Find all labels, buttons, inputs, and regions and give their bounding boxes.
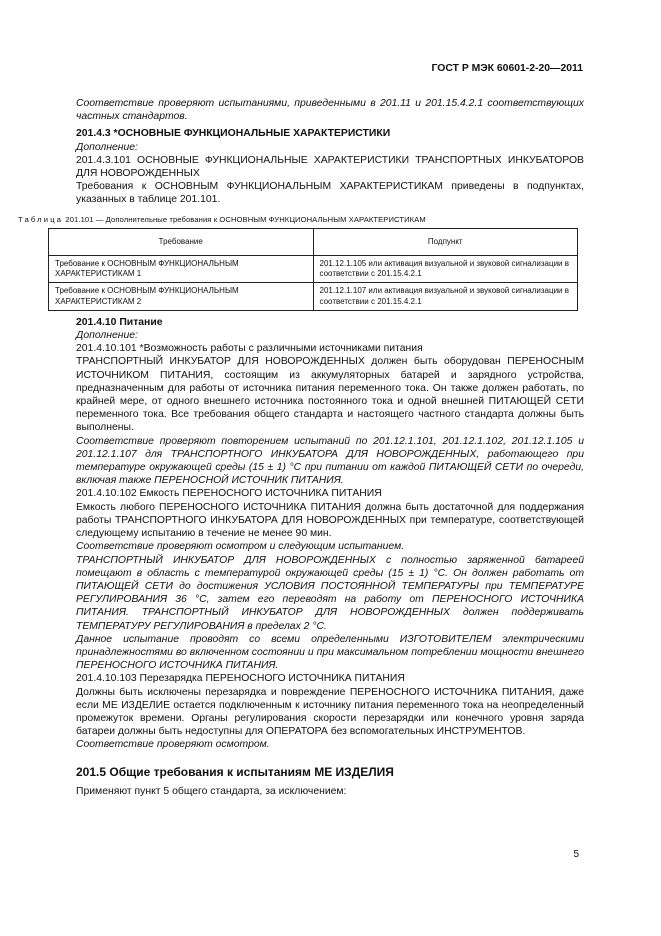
conformance-paragraph: Соответствие проверяют осмотром и следующим испытанием. bbox=[76, 541, 405, 553]
subsection-201-4-10-102: 201.4.10.102 Емкость ПЕРЕНОСНОГО ИСТОЧНИКА ПИТАНИЯ bbox=[76, 488, 382, 500]
subsection-201-4-10-103: 201.4.10.103 Перезарядка ПЕРЕНОСНОГО ИСТОЧНИКА ПИТАНИЯ bbox=[76, 673, 405, 685]
paragraph: Применяют пункт 5 общего стандарта, за исключением: bbox=[76, 785, 347, 797]
table-header-row bbox=[49, 228, 578, 255]
table-caption-text: 201.101 — Дополнительные требования к ОСНОВНЫМ ФУНКЦИОНАЛЬНЫМ ХАРАКТЕРИСТИКАМ bbox=[65, 214, 426, 224]
subsection-201-4-3-101: 201.4.3.101 ОСНОВНЫЕ ФУНКЦИОНАЛЬНЫЕ ХАРАКТЕРИСТИКИ ТРАНСПОРТНЫХ ИНКУБАТОРОВ ДЛЯ НОВОРОЖДЕННЫХ bbox=[76, 154, 584, 180]
table-row bbox=[49, 283, 578, 310]
table-caption bbox=[18, 213, 584, 226]
table-cell: 201.12.1.107 или активация визуальной и звуковой сигнализации в соответствии с 201.15.4.2.1 bbox=[313, 283, 578, 310]
section-title-201-5: 201.5 Общие требования к испытаниям МЕ ИЗДЕЛИЯ bbox=[76, 764, 394, 779]
table-row bbox=[49, 256, 578, 283]
conformance-paragraph: Соответствие проверяют осмотром. bbox=[76, 739, 270, 751]
test-description-paragraph: ТРАНСПОРТНЫЙ ИНКУБАТОР ДЛЯ НОВОРОЖДЕННЫХ с полностью заряженной батареей помещают в область с температурой окружающей среды (15 ± 1) °С. Он должен работать от ПИТАЮЩЕЙ СЕТИ до достижения УСЛОВИЯ ПОСТОЯННОЙ ТЕМПЕРАТУРЫ при ТЕМПЕРАТУРЕ РЕГУЛИРОВАНИЯ 36 °С, затем его переводят на работу от ПЕРЕНОСНОГО ИСТОЧНИКА ПИТАНИЯ. ТРАНСПОРТНЫЙ ИНКУБАТОР ДЛЯ НОВОРОЖДЕННЫХ должен поддерживать ТЕМПЕРАТУРУ РЕГУЛИРОВАНИЯ в пределах 2 °С. bbox=[76, 554, 584, 632]
test-description-paragraph: Данное испытание проводят со всеми определенными ИЗГОТОВИТЕЛЕМ электрическими принадлежностями во включенном состоянии и при максимальном потреблении мощности внешнего ПЕРЕНОСНОГО ИСТОЧНИКА ПИТАНИЯ. bbox=[76, 633, 584, 672]
paragraph: Требования к ОСНОВНЫМ ФУНКЦИОНАЛЬНЫМ ХАРАКТЕРИСТИКАМ приведены в подпунктах, указанных в таблице 201.101. bbox=[76, 181, 584, 206]
addition-label: Дополнение: bbox=[76, 330, 138, 342]
subsection-201-4-10-101: 201.4.10.101 *Возможность работы с различными источниками питания bbox=[76, 343, 423, 355]
table-cell: Требование к ОСНОВНЫМ ФУНКЦИОНАЛЬНЫМ ХАРАКТЕРИСТИКАМ 2 bbox=[49, 283, 314, 310]
table-cell: 201.12.1.105 или активация визуальной и звуковой сигнализации в соответствии с 201.15.4.2.1 bbox=[313, 256, 578, 283]
paragraph: Емкость любого ПЕРЕНОСНОГО ИСТОЧНИКА ПИТАНИЯ должна быть достаточной для поддержания работы ТРАНСПОРТНОГО ИНКУБАТОРА ДЛЯ НОВОРОЖДЕННЫХ при температуре, соответствующей следующему испытанию в течение не менее 90 мин. bbox=[76, 501, 584, 540]
conformance-paragraph: Соответствие проверяют испытаниями, приведенными в 201.11 и 201.15.4.2.1 соответствующих частных стандартов. bbox=[76, 98, 584, 123]
table-cell: Требование к ОСНОВНЫМ ФУНКЦИОНАЛЬНЫМ ХАРАКТЕРИСТИКАМ 1 bbox=[49, 256, 314, 283]
paragraph: ТРАНСПОРТНЫЙ ИНКУБАТОР ДЛЯ НОВОРОЖДЕННЫХ должен быть оборудован ПЕРЕНОСНЫМ ИСТОЧНИКОМ ПИТАНИЯ, состоящим из аккумуляторных батарей и зарядного устройства, предназначенным для работы от источника питания переменного тока. Он также должен работать, по крайней мере, от одного внешнего источника постоянного тока и одной внешней ПИТАЮЩЕЙ СЕТИ переменного тока. Все требования общего стандарта и настоящего частного стандарта должны быть выполнены. bbox=[76, 356, 584, 434]
section-title-201-4-10: 201.4.10 Питание bbox=[76, 316, 163, 328]
table-caption-prefix: Таблица bbox=[18, 214, 64, 224]
table-header-cell: Требование bbox=[49, 228, 314, 255]
addition-label: Дополнение: bbox=[76, 141, 138, 153]
section-title-201-4-3: 201.4.3 *ОСНОВНЫЕ ФУНКЦИОНАЛЬНЫЕ ХАРАКТЕРИСТИКИ bbox=[76, 128, 391, 140]
conformance-paragraph: Соответствие проверяют повторением испытаний по 201.12.1.101, 201.12.1.102, 201.12.1.105 и 201.12.1.107 для ТРАНСПОРТНОГО ИНКУБАТОРА ДЛЯ НОВОРОЖДЕННЫХ, работающего при температуре окружающей среды (15 ± 1) °С при питании от каждой ПИТАЮЩЕЙ СЕТИ по очереди, включая также ПЕРЕНОСНОЙ ИСТОЧНИК ПИТАНИЯ. bbox=[76, 435, 584, 487]
table-header-cell: Подпункт bbox=[313, 228, 578, 255]
standard-header: ГОСТ Р МЭК 60601-2-20—2011 bbox=[431, 63, 583, 74]
page-number: 5 bbox=[573, 849, 579, 860]
paragraph: Должны быть исключены перезарядка и повреждение ПЕРЕНОСНОГО ИСТОЧНИКА ПИТАНИЯ, даже если МЕ ИЗДЕЛИЕ остается подключенным к источнику питания переменного тока на неопределенный промежуток времени. Органы регулирования скорости перезарядки или конечного уровня заряда батареи должны быть недоступны для ОПЕРАТОРА без вспомогательных ИНСТРУМЕНТОВ. bbox=[76, 686, 584, 738]
requirements-table bbox=[48, 228, 578, 311]
page-content bbox=[18, 97, 584, 798]
